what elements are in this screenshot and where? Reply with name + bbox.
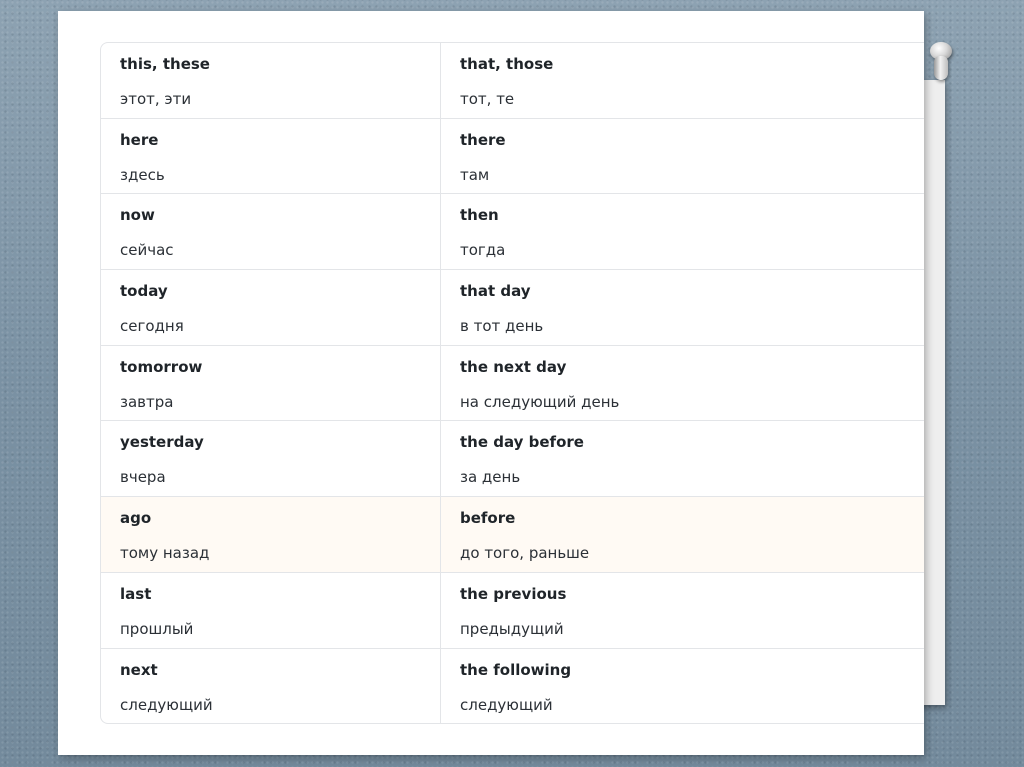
table-row — [101, 270, 924, 346]
table-cell-left — [101, 194, 441, 269]
pushpin-icon — [926, 42, 954, 84]
term-text: ago — [120, 509, 152, 528]
table-row — [101, 346, 924, 422]
term-text: next — [120, 660, 158, 679]
translation-text: тогда — [460, 241, 506, 260]
translation-text: до того, раньше — [460, 544, 590, 563]
term-text: here — [120, 130, 159, 149]
term-text: the next day — [460, 357, 567, 376]
term-text: the day before — [460, 433, 584, 452]
translation-text: завтра — [120, 392, 174, 411]
table-cell-right — [441, 194, 924, 269]
table-cell-left — [101, 119, 441, 194]
table-cell-left — [101, 43, 441, 118]
translation-text: вчера — [120, 468, 166, 487]
term-text: today — [120, 282, 168, 301]
translation-text: прошлый — [120, 619, 194, 638]
table-row-highlighted — [101, 497, 924, 573]
term-text: there — [460, 130, 506, 149]
table-cell-left — [101, 270, 441, 345]
term-text: the previous — [460, 584, 567, 603]
table-cell-left — [101, 497, 441, 572]
table-row — [101, 119, 924, 195]
term-text: that, those — [460, 55, 554, 73]
term-text: the following — [460, 660, 572, 679]
translation-text: здесь — [120, 165, 165, 184]
translation-text: за день — [460, 468, 521, 487]
table-row — [101, 421, 924, 497]
translation-text: тому назад — [120, 544, 210, 563]
translation-text: следующий — [460, 695, 553, 714]
term-text: tomorrow — [120, 357, 203, 376]
term-text: this, these — [120, 55, 210, 73]
table-cell-right — [441, 649, 924, 725]
table-cell-right — [441, 119, 924, 194]
table-cell-right — [441, 497, 924, 572]
translation-text: следующий — [120, 695, 213, 714]
term-text: now — [120, 206, 155, 225]
pushpin-body — [934, 56, 948, 80]
translation-text: там — [460, 165, 490, 184]
term-text: that day — [460, 282, 531, 301]
table-row — [101, 194, 924, 270]
table-row — [101, 43, 924, 119]
table-row — [101, 573, 924, 649]
translation-text: на следующий день — [460, 392, 620, 411]
table-cell-right — [441, 346, 924, 421]
table-cell-right — [441, 43, 924, 118]
table-cell-left — [101, 421, 441, 496]
vocabulary-table — [100, 42, 924, 724]
table-row — [101, 649, 924, 725]
term-text: before — [460, 509, 516, 528]
table-cell-left — [101, 346, 441, 421]
translation-text: этот, эти — [120, 90, 192, 108]
table-cell-left — [101, 573, 441, 648]
translation-text: предыдущий — [460, 619, 564, 638]
translation-text: сейчас — [120, 241, 174, 260]
term-text: last — [120, 584, 152, 603]
translation-text: тот, те — [460, 90, 515, 108]
translation-text: в тот день — [460, 317, 544, 336]
table-cell-right — [441, 421, 924, 496]
term-text: then — [460, 206, 499, 225]
translation-text: сегодня — [120, 317, 184, 336]
term-text: yesterday — [120, 433, 204, 452]
table-cell-right — [441, 270, 924, 345]
table-cell-right — [441, 573, 924, 648]
table-cell-left — [101, 649, 441, 725]
